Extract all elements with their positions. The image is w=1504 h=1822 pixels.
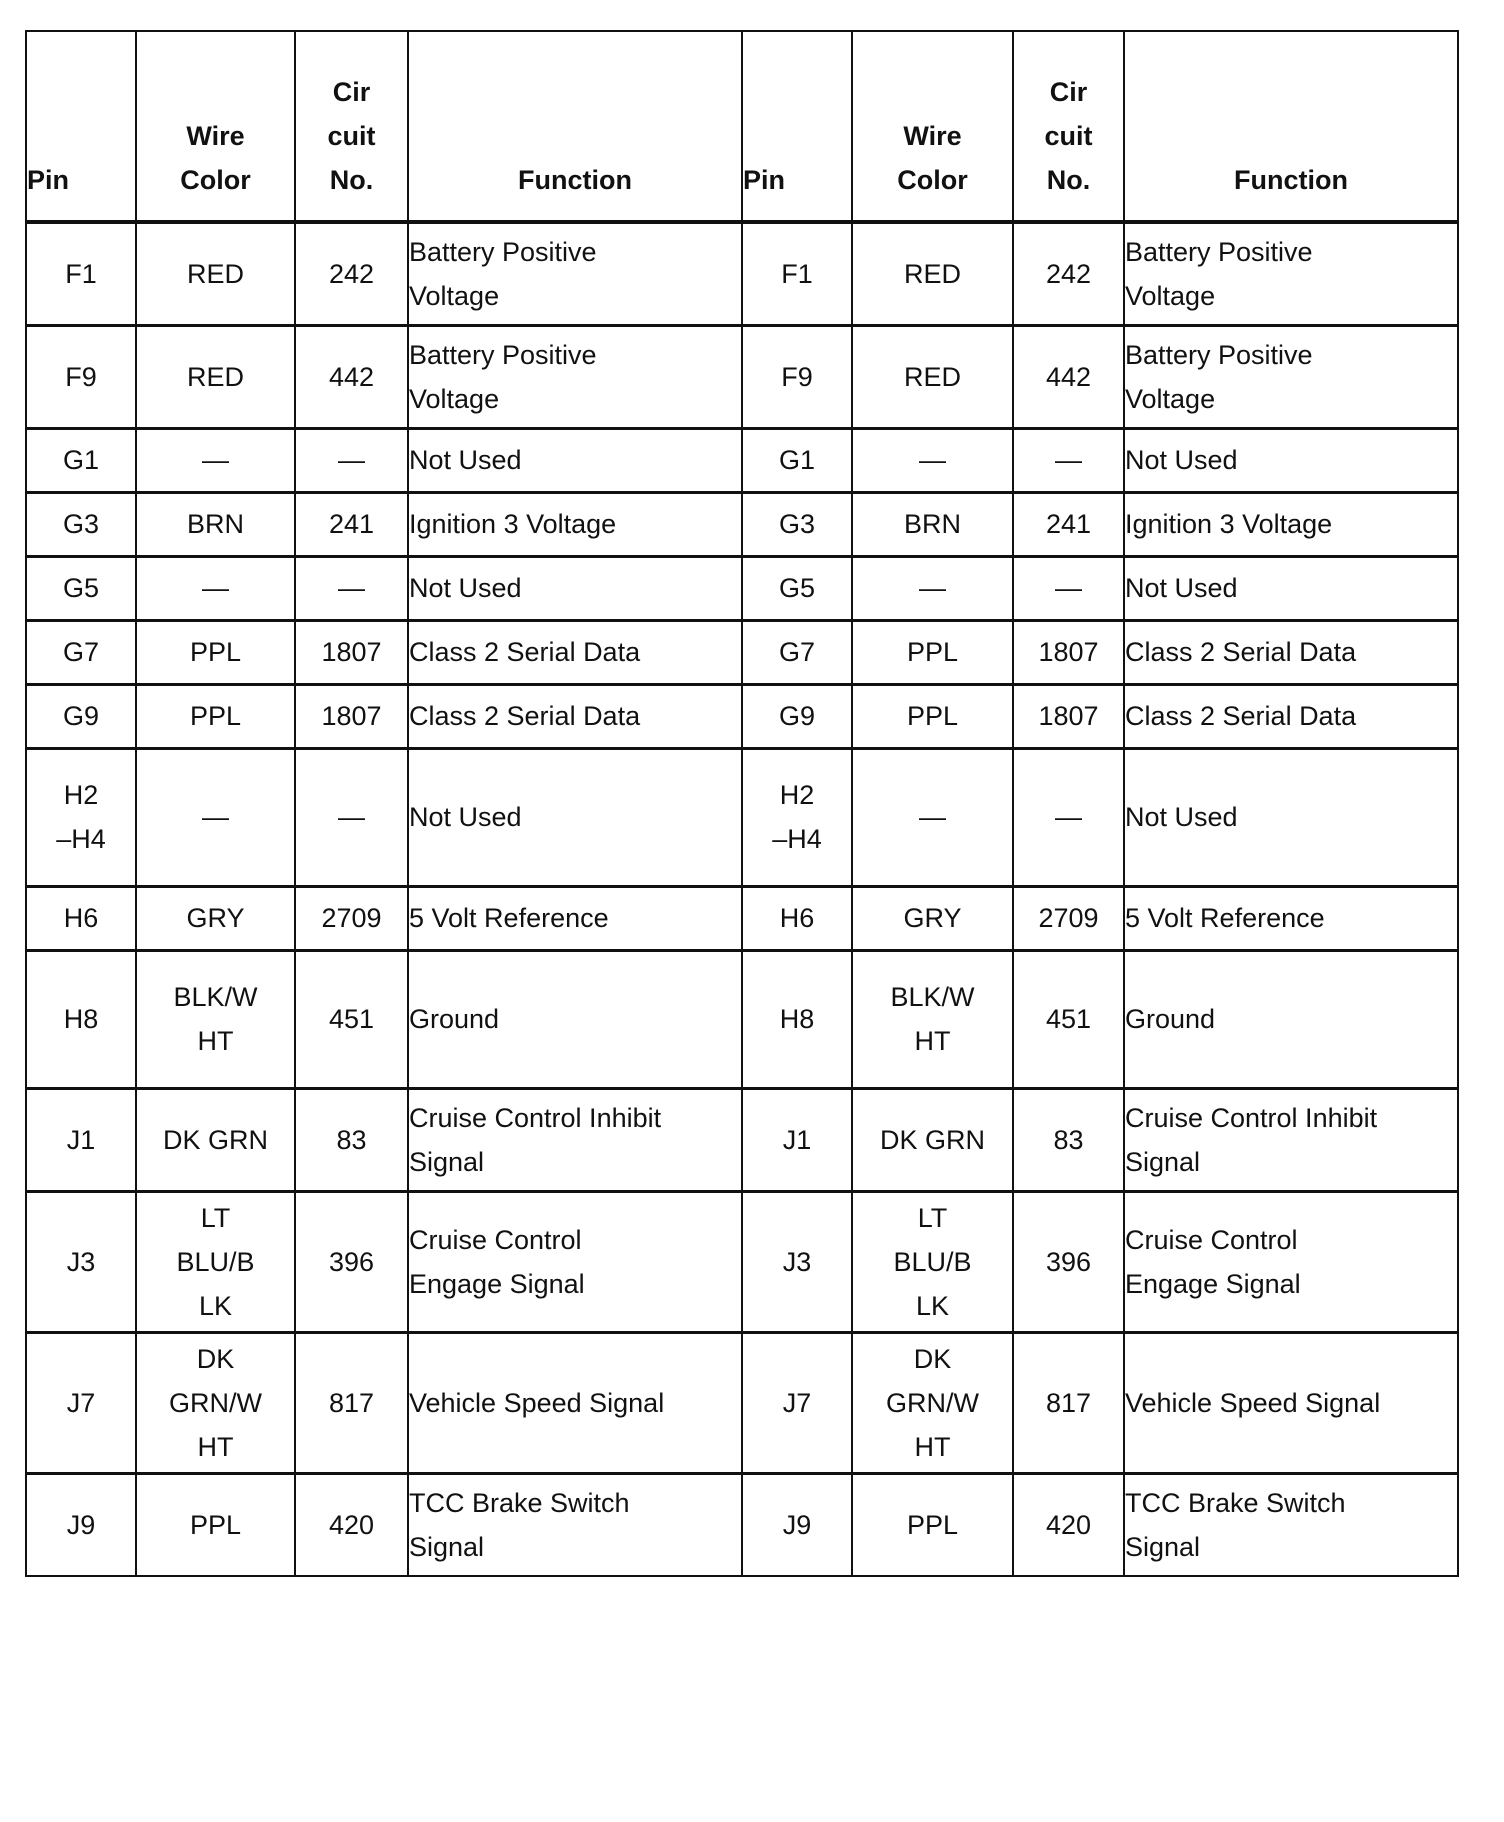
table-row bbox=[26, 748, 1458, 886]
function-cell: Class 2 Serial Data bbox=[408, 620, 742, 684]
pin-cell: J7 bbox=[26, 1332, 136, 1473]
wire-color-cell: RED bbox=[136, 222, 295, 325]
function-cell: Class 2 Serial Data bbox=[1124, 684, 1458, 748]
pin-cell: G3 bbox=[26, 492, 136, 556]
pin-cell: F1 bbox=[742, 222, 852, 325]
pin-cell: J1 bbox=[26, 1088, 136, 1191]
circuit-no-cell: 817 bbox=[295, 1332, 408, 1473]
wire-color-cell: BLK/W HT bbox=[852, 950, 1013, 1088]
function-cell: Not Used bbox=[1124, 748, 1458, 886]
circuit-no-cell: 83 bbox=[295, 1088, 408, 1191]
wire-color-cell: PPL bbox=[136, 684, 295, 748]
table-row bbox=[26, 950, 1458, 1088]
pin-cell: G5 bbox=[742, 556, 852, 620]
wire-color-cell: GRY bbox=[852, 886, 1013, 950]
pin-cell: G9 bbox=[26, 684, 136, 748]
function-cell: Not Used bbox=[1124, 428, 1458, 492]
header-circuit-no: Cir cuit No. bbox=[295, 31, 408, 222]
pin-cell: J9 bbox=[26, 1473, 136, 1576]
table-row bbox=[26, 1088, 1458, 1191]
wire-color-cell: PPL bbox=[852, 684, 1013, 748]
pin-cell: G5 bbox=[26, 556, 136, 620]
pin-cell: H6 bbox=[742, 886, 852, 950]
circuit-no-cell: 420 bbox=[295, 1473, 408, 1576]
function-cell: Battery Positive Voltage bbox=[1124, 222, 1458, 325]
wire-color-cell: DK GRN/W HT bbox=[852, 1332, 1013, 1473]
pin-cell: H8 bbox=[742, 950, 852, 1088]
pin-cell: J1 bbox=[742, 1088, 852, 1191]
circuit-no-cell: — bbox=[1013, 428, 1124, 492]
table-row bbox=[26, 886, 1458, 950]
wire-color-cell: GRY bbox=[136, 886, 295, 950]
wire-color-cell: RED bbox=[852, 325, 1013, 428]
wire-color-cell: PPL bbox=[136, 1473, 295, 1576]
wire-color-cell: — bbox=[852, 556, 1013, 620]
function-cell: Not Used bbox=[408, 556, 742, 620]
circuit-no-cell: — bbox=[1013, 556, 1124, 620]
pin-cell: J7 bbox=[742, 1332, 852, 1473]
function-cell: Cruise Control Engage Signal bbox=[408, 1191, 742, 1332]
function-cell: Battery Positive Voltage bbox=[408, 222, 742, 325]
circuit-no-cell: 451 bbox=[1013, 950, 1124, 1088]
wire-color-cell: — bbox=[136, 428, 295, 492]
function-cell: Ground bbox=[408, 950, 742, 1088]
header-function: Function bbox=[1124, 31, 1458, 222]
wire-color-cell: — bbox=[136, 748, 295, 886]
circuit-no-cell: 420 bbox=[1013, 1473, 1124, 1576]
wire-color-cell: DK GRN/W HT bbox=[136, 1332, 295, 1473]
wire-color-cell: PPL bbox=[852, 620, 1013, 684]
pin-cell: J9 bbox=[742, 1473, 852, 1576]
pin-cell: G1 bbox=[26, 428, 136, 492]
pin-cell: G9 bbox=[742, 684, 852, 748]
function-cell: Cruise Control Engage Signal bbox=[1124, 1191, 1458, 1332]
table-row bbox=[26, 1332, 1458, 1473]
wire-color-cell: DK GRN bbox=[852, 1088, 1013, 1191]
pinout-table bbox=[25, 30, 1459, 1577]
circuit-no-cell: 1807 bbox=[295, 684, 408, 748]
table-row bbox=[26, 428, 1458, 492]
pin-cell: H2 –H4 bbox=[742, 748, 852, 886]
circuit-no-cell: 442 bbox=[1013, 325, 1124, 428]
circuit-no-cell: 396 bbox=[295, 1191, 408, 1332]
pin-cell: F9 bbox=[26, 325, 136, 428]
circuit-no-cell: 1807 bbox=[1013, 620, 1124, 684]
circuit-no-cell: 817 bbox=[1013, 1332, 1124, 1473]
header-wire-color: Wire Color bbox=[852, 31, 1013, 222]
function-cell: Class 2 Serial Data bbox=[1124, 620, 1458, 684]
header-pin: Pin bbox=[742, 31, 852, 222]
function-cell: Not Used bbox=[408, 428, 742, 492]
header-wire-color: Wire Color bbox=[136, 31, 295, 222]
function-cell: Ignition 3 Voltage bbox=[1124, 492, 1458, 556]
function-cell: TCC Brake Switch Signal bbox=[408, 1473, 742, 1576]
function-cell: Battery Positive Voltage bbox=[1124, 325, 1458, 428]
wire-color-cell: PPL bbox=[852, 1473, 1013, 1576]
wire-color-cell: — bbox=[136, 556, 295, 620]
circuit-no-cell: — bbox=[295, 556, 408, 620]
circuit-no-cell: 2709 bbox=[295, 886, 408, 950]
circuit-no-cell: 2709 bbox=[1013, 886, 1124, 950]
function-cell: Battery Positive Voltage bbox=[408, 325, 742, 428]
function-cell: Not Used bbox=[408, 748, 742, 886]
pin-cell: G7 bbox=[742, 620, 852, 684]
circuit-no-cell: 241 bbox=[1013, 492, 1124, 556]
circuit-no-cell: 241 bbox=[295, 492, 408, 556]
header-circuit-no: Cir cuit No. bbox=[1013, 31, 1124, 222]
pin-cell: H6 bbox=[26, 886, 136, 950]
table-row bbox=[26, 325, 1458, 428]
wire-color-cell: BRN bbox=[852, 492, 1013, 556]
wire-color-cell: RED bbox=[852, 222, 1013, 325]
circuit-no-cell: 1807 bbox=[1013, 684, 1124, 748]
pin-cell: G3 bbox=[742, 492, 852, 556]
function-cell: 5 Volt Reference bbox=[1124, 886, 1458, 950]
pin-cell: J3 bbox=[742, 1191, 852, 1332]
circuit-no-cell: 1807 bbox=[295, 620, 408, 684]
table-row bbox=[26, 1473, 1458, 1576]
pin-cell: H8 bbox=[26, 950, 136, 1088]
function-cell: Class 2 Serial Data bbox=[408, 684, 742, 748]
wire-color-cell: BRN bbox=[136, 492, 295, 556]
circuit-no-cell: 242 bbox=[1013, 222, 1124, 325]
function-cell: Ground bbox=[1124, 950, 1458, 1088]
wire-color-cell: PPL bbox=[136, 620, 295, 684]
pin-cell: J3 bbox=[26, 1191, 136, 1332]
wire-color-cell: LT BLU/B LK bbox=[852, 1191, 1013, 1332]
table-row bbox=[26, 556, 1458, 620]
header-row bbox=[26, 31, 1458, 222]
pin-cell: H2 –H4 bbox=[26, 748, 136, 886]
wire-color-cell: — bbox=[852, 428, 1013, 492]
circuit-no-cell: 83 bbox=[1013, 1088, 1124, 1191]
circuit-no-cell: 242 bbox=[295, 222, 408, 325]
function-cell: Not Used bbox=[1124, 556, 1458, 620]
function-cell: 5 Volt Reference bbox=[408, 886, 742, 950]
pin-cell: G7 bbox=[26, 620, 136, 684]
function-cell: Vehicle Speed Signal bbox=[408, 1332, 742, 1473]
header-function: Function bbox=[408, 31, 742, 222]
table-row bbox=[26, 684, 1458, 748]
function-cell: Cruise Control Inhibit Signal bbox=[1124, 1088, 1458, 1191]
pin-cell: F1 bbox=[26, 222, 136, 325]
pin-cell: F9 bbox=[742, 325, 852, 428]
pin-cell: G1 bbox=[742, 428, 852, 492]
function-cell: Ignition 3 Voltage bbox=[408, 492, 742, 556]
table-row bbox=[26, 492, 1458, 556]
circuit-no-cell: — bbox=[295, 748, 408, 886]
function-cell: Vehicle Speed Signal bbox=[1124, 1332, 1458, 1473]
table-row bbox=[26, 1191, 1458, 1332]
circuit-no-cell: 451 bbox=[295, 950, 408, 1088]
function-cell: TCC Brake Switch Signal bbox=[1124, 1473, 1458, 1576]
wire-color-cell: RED bbox=[136, 325, 295, 428]
function-cell: Cruise Control Inhibit Signal bbox=[408, 1088, 742, 1191]
header-pin: Pin bbox=[26, 31, 136, 222]
circuit-no-cell: 442 bbox=[295, 325, 408, 428]
wire-color-cell: LT BLU/B LK bbox=[136, 1191, 295, 1332]
wire-color-cell: BLK/W HT bbox=[136, 950, 295, 1088]
table-row bbox=[26, 620, 1458, 684]
wire-color-cell: — bbox=[852, 748, 1013, 886]
circuit-no-cell: — bbox=[295, 428, 408, 492]
circuit-no-cell: 396 bbox=[1013, 1191, 1124, 1332]
table-row bbox=[26, 222, 1458, 325]
wire-color-cell: DK GRN bbox=[136, 1088, 295, 1191]
circuit-no-cell: — bbox=[1013, 748, 1124, 886]
